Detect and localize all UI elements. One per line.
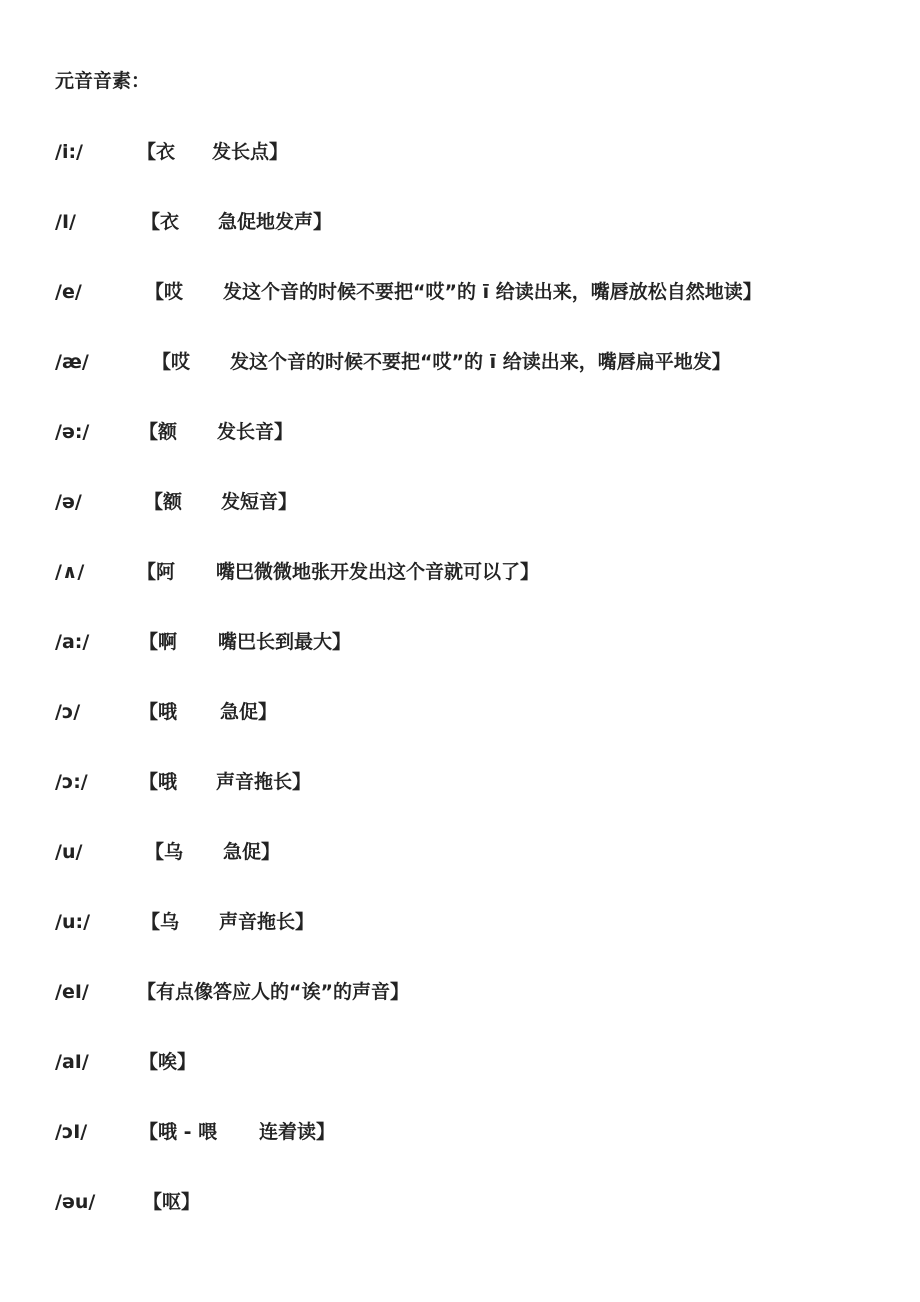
pronunciation-note: 声音拖长】 [219, 911, 315, 933]
vowel-entry [55, 558, 915, 586]
chinese-sound: 【额 [144, 491, 183, 513]
chinese-sound: 【乌 [145, 841, 184, 863]
vowel-entry [55, 138, 915, 166]
ipa-symbol: /ɔ:/ [55, 771, 88, 793]
pronunciation-note: 嘴巴长到最大】 [218, 631, 352, 653]
chinese-sound: 【哦 - 喂 [139, 1121, 218, 1143]
vowel-entry [55, 768, 915, 796]
ipa-symbol: /u/ [55, 841, 83, 863]
vowel-entry [55, 278, 915, 306]
pronunciation-note: 嘴巴微微地张开发出这个音就可以了】 [216, 561, 540, 583]
vowel-entry [55, 208, 915, 236]
pronunciation-note: 连着读】 [259, 1121, 336, 1143]
chinese-sound: 【阿 [137, 561, 176, 583]
vowel-entry [55, 908, 915, 936]
vowel-entry [55, 978, 915, 1006]
ipa-symbol: /aI/ [55, 1051, 89, 1073]
chinese-sound: 【呕】 [143, 1191, 201, 1213]
vowel-entry [55, 838, 915, 866]
vowel-entry [55, 628, 915, 656]
section-heading: 元音音素： [55, 70, 151, 92]
chinese-sound: 【哎 [152, 351, 191, 373]
pronunciation-note: 急促】 [223, 841, 281, 863]
ipa-symbol: /əu/ [55, 1191, 96, 1213]
pronunciation-note: 发长音】 [217, 421, 294, 443]
ipa-symbol: /ə:/ [55, 421, 90, 443]
ipa-symbol: /i:/ [55, 141, 83, 163]
ipa-symbol: /∧/ [55, 561, 85, 583]
vowel-entry [55, 1188, 915, 1216]
chinese-sound: 【额 [139, 421, 178, 443]
vowel-entry [55, 488, 915, 516]
chinese-sound: 【哦 [139, 701, 178, 723]
pronunciation-note: 发这个音的时候不要把“哎”的 ī 给读出来，嘴唇扁平地发】 [230, 351, 731, 373]
pronunciation-note: 发这个音的时候不要把“哎”的 ī 给读出来，嘴唇放松自然地读】 [223, 281, 762, 303]
vowel-entry [55, 418, 915, 446]
vowel-entry [55, 698, 915, 726]
pronunciation-note: 声音拖长】 [216, 771, 312, 793]
ipa-symbol: /eI/ [55, 981, 89, 1003]
pronunciation-note: 发短音】 [221, 491, 298, 513]
ipa-symbol: /a:/ [55, 631, 90, 653]
chinese-sound: 【衣 [137, 141, 176, 163]
pronunciation-note: 急促】 [220, 701, 278, 723]
ipa-symbol: /ə/ [55, 491, 82, 513]
chinese-sound: 【啊 [139, 631, 178, 653]
ipa-symbol: /I/ [55, 211, 76, 233]
vowel-entry [55, 1048, 915, 1076]
pronunciation-note: 急促地发声】 [218, 211, 333, 233]
chinese-sound: 【有点像答应人的“诶”的声音】 [137, 981, 409, 1003]
ipa-symbol: /æ/ [55, 351, 89, 373]
ipa-symbol: /ɔ/ [55, 701, 81, 723]
ipa-symbol: /ɔI/ [55, 1121, 88, 1143]
chinese-sound: 【唉】 [139, 1051, 197, 1073]
chinese-sound: 【哎 [145, 281, 184, 303]
chinese-sound: 【乌 [141, 911, 180, 933]
ipa-symbol: /e/ [55, 281, 82, 303]
ipa-symbol: /u:/ [55, 911, 91, 933]
vowel-entry [55, 1118, 915, 1146]
chinese-sound: 【衣 [141, 211, 180, 233]
pronunciation-note: 发长点】 [212, 141, 289, 163]
chinese-sound: 【哦 [139, 771, 178, 793]
vowel-entry [55, 348, 915, 376]
